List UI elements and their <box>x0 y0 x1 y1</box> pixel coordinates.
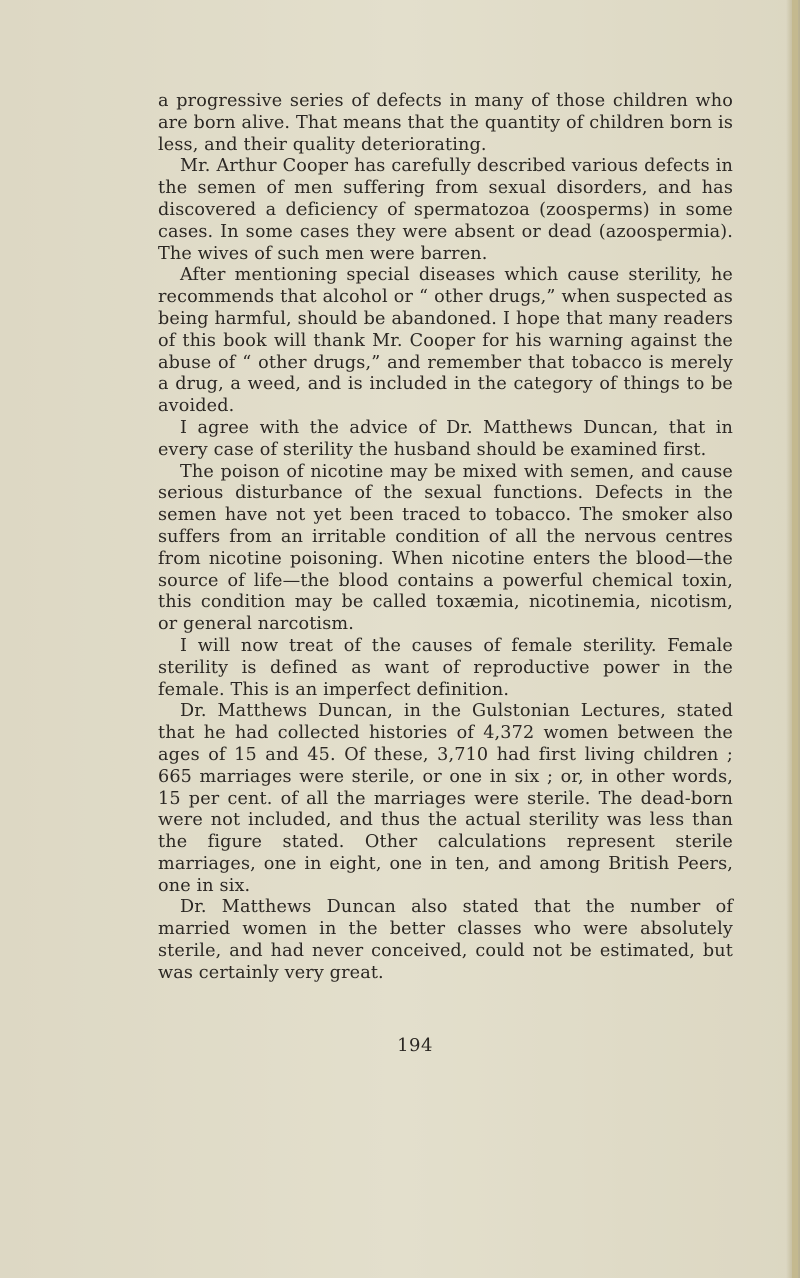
paragraph-1: a progressive series of defects in many of those children who are born alive. That means that the quantity of children born is less, and their quality deteriorating. <box>158 91 733 155</box>
body-text <box>158 91 733 985</box>
page-number: 194 <box>397 1035 433 1056</box>
paragraph-2: Mr. Arthur Cooper has carefully described various defects in the semen of men suffering from sexual disorders, and has discovered a deficiency of spermatozoa (zoosperms) in some cases. In some cases they were absent or dead (azoospermia). The wives of such men were barren. <box>158 156 733 264</box>
page-edge-strip <box>792 0 798 1278</box>
paragraph-8: Dr. Matthews Duncan also stated that the number of married women in the better classes who were absolutely sterile, and had never conceived, could not be estimated, but was certainly very great. <box>158 897 733 983</box>
paragraph-6: I will now treat of the causes of female sterility. Female sterility is defined as want of reproductive power in the female. This is an imperfect definition. <box>158 635 733 700</box>
paragraph-3: After mentioning special diseases which cause sterility, he recommends that alcohol or “ other drugs,” when suspected as being harmful, should be abandoned. I hope that many readers of this book will thank Mr. Cooper for his warning against the abuse of “ other drugs,” and remember that tobacco is merely a drug, a weed, and is included in the category of things to be avoided. <box>158 265 733 417</box>
paragraph-7: Dr. Matthews Duncan, in the Gulstonian Lectures, stated that he had collected histories of 4,372 women between the ages of 15 and 45. Of these, 3,710 had first living children ; 665 marriages were sterile, or one in six ; or, in other words, 15 per cent. of all the marriages were sterile. The dead-born were not included, and thus the actual sterility was less than the figure stated. Other calculations represent sterile marriages, one in eight, one in ten, and among British Peers, one in six. <box>158 701 733 896</box>
paragraph-5: The poison of nicotine may be mixed with semen, and cause serious disturbance of the sexual functions. Defects in the semen have not yet been traced to tobacco. The smoker also suffers from an irritable condition of all the nervous centres from nicotine poisoning. When nicotine enters the blood—the source of life—the blood contains a powerful chemical toxin, this condition may be called toxæmia, nicotinemia, nicotism, or general narcotism. <box>158 461 733 635</box>
paragraph-4: I agree with the advice of Dr. Matthews Duncan, that in every case of sterility the husband should be examined first. <box>158 417 733 460</box>
